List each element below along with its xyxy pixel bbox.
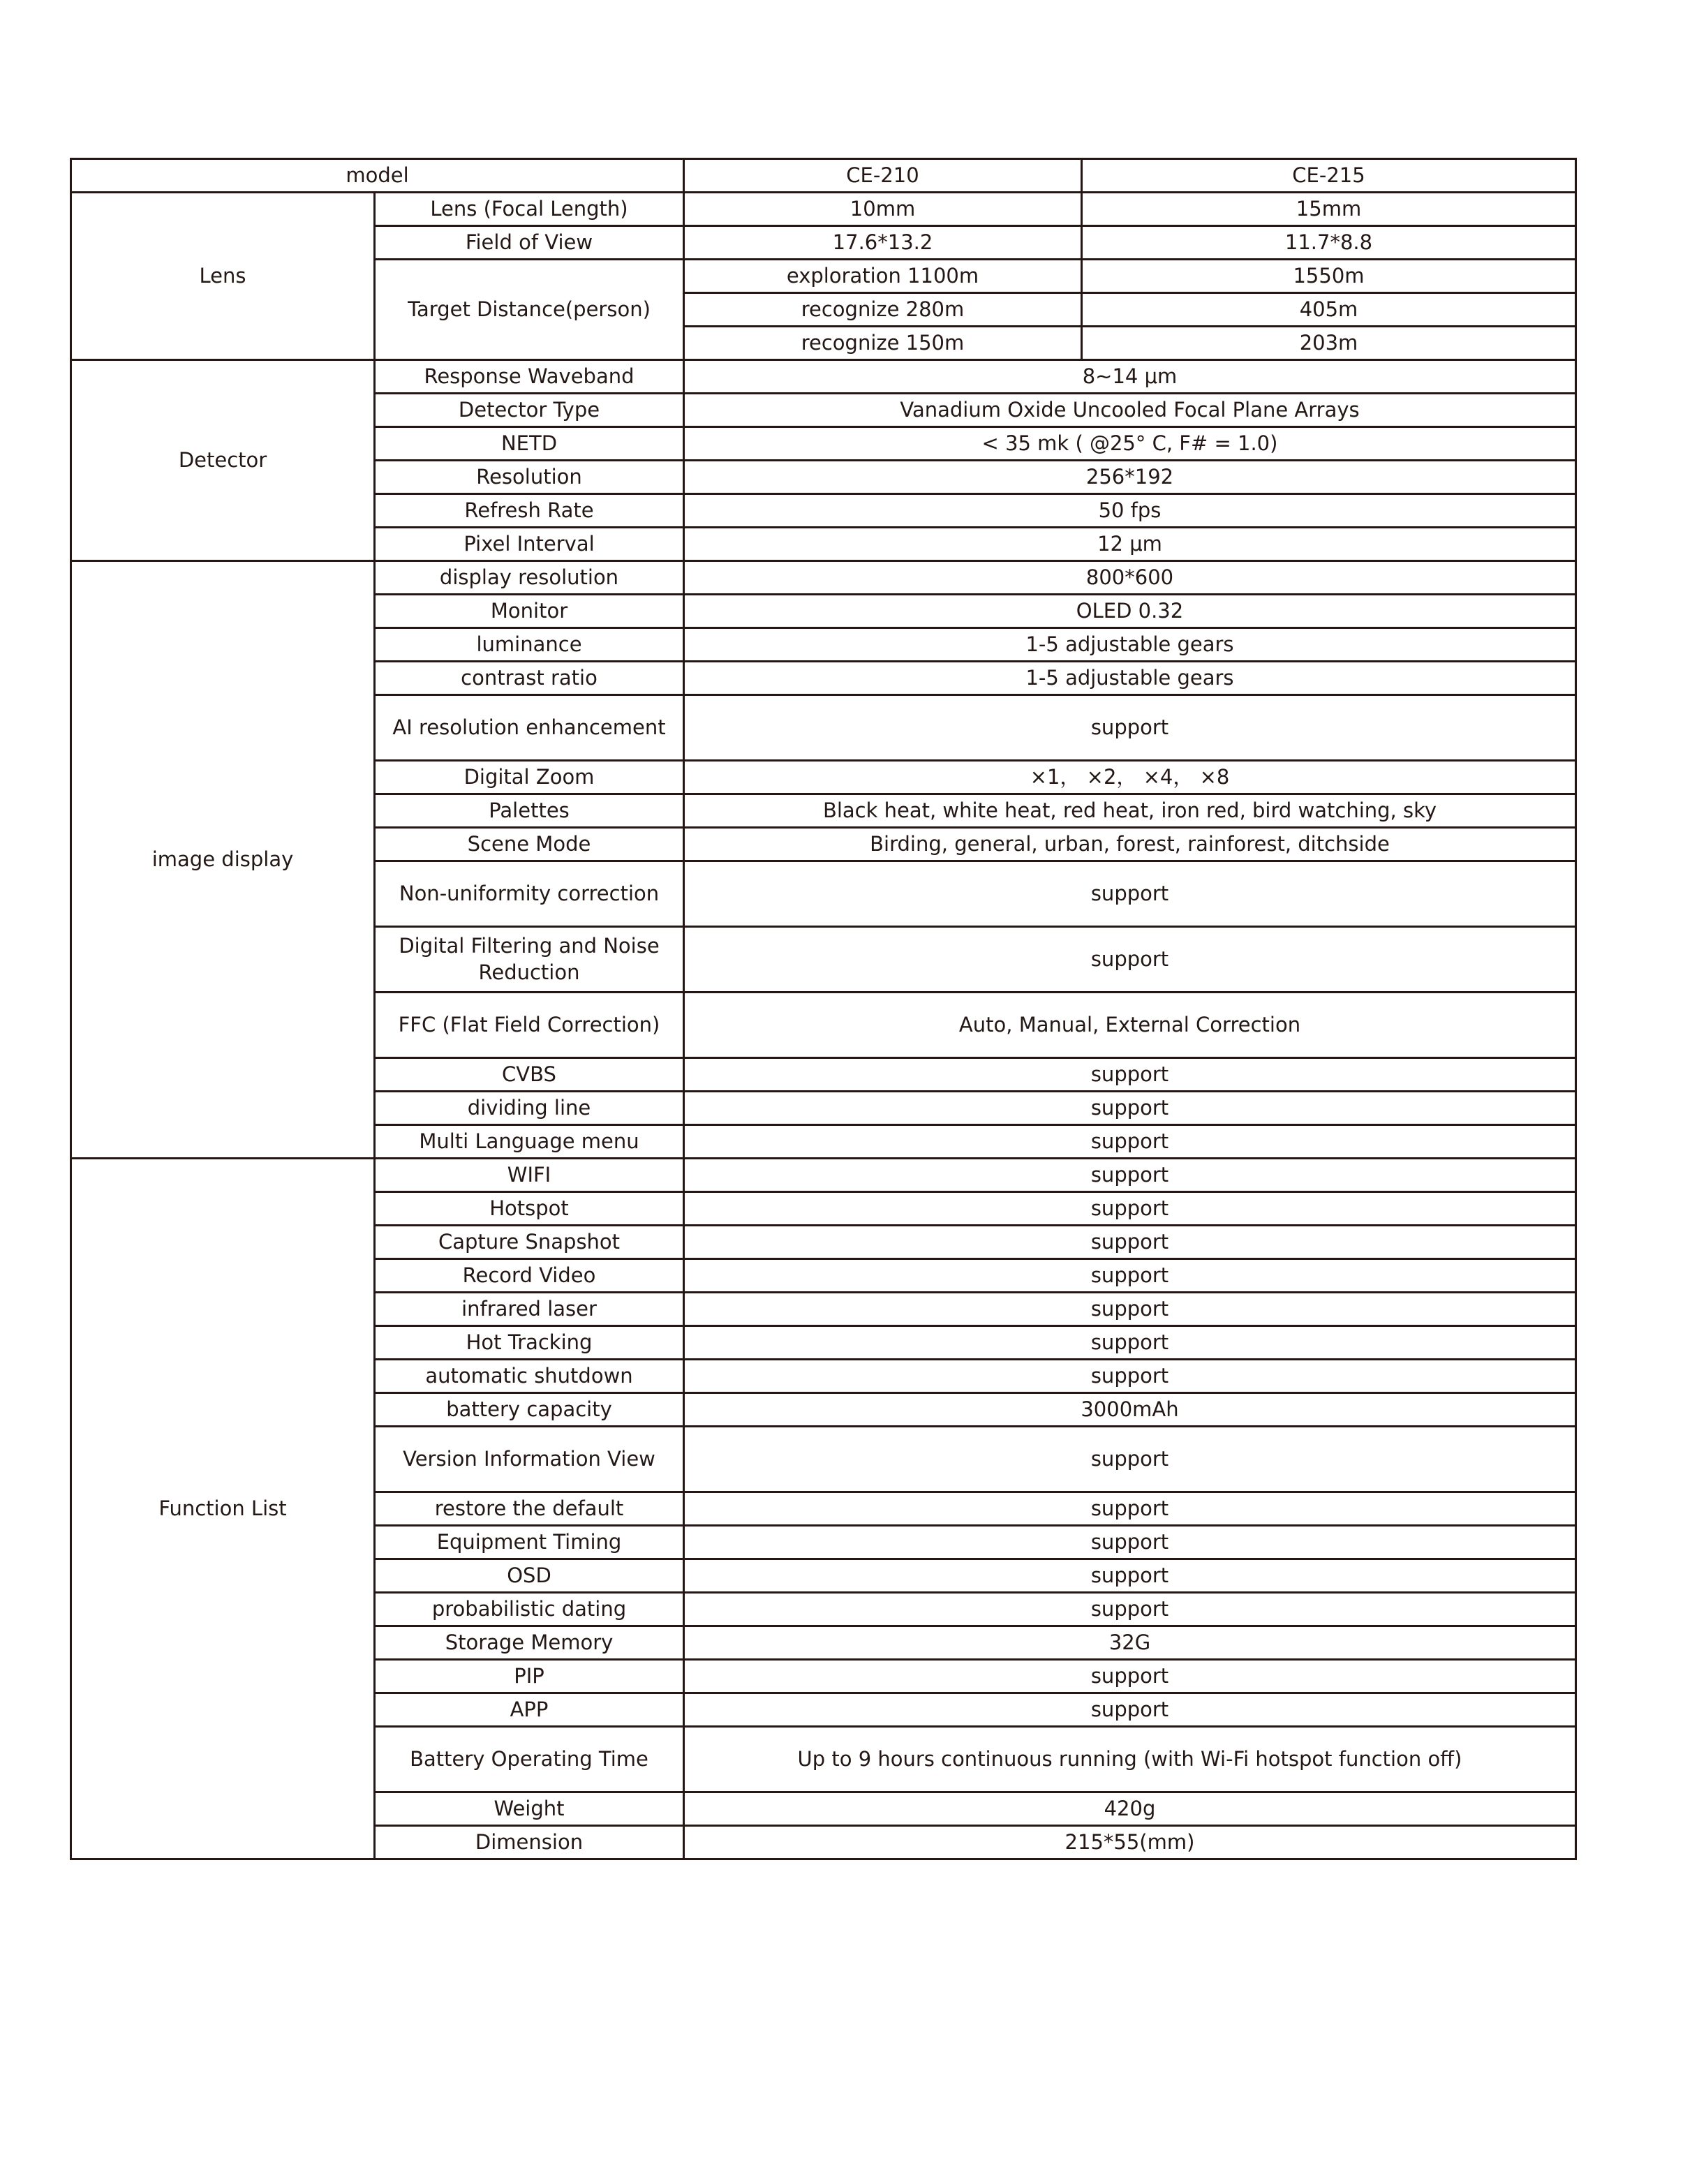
table-row xyxy=(71,193,1576,226)
param-label: Digital Filtering and Noise Reduction xyxy=(375,927,684,993)
param-label: NETD xyxy=(375,427,684,461)
value-shared: support xyxy=(684,695,1576,761)
header-model-ce215: CE-215 xyxy=(1082,159,1576,193)
param-label: Battery Operating Time xyxy=(375,1727,684,1792)
param-label: restore the default xyxy=(375,1492,684,1526)
value-shared: 1-5 adjustable gears xyxy=(684,628,1576,662)
value-shared: support xyxy=(684,1593,1576,1626)
value-shared: support xyxy=(684,1526,1576,1559)
param-label: Dimension xyxy=(375,1826,684,1859)
header-model-ce210: CE-210 xyxy=(684,159,1082,193)
value-shared: support xyxy=(684,1192,1576,1226)
value-shared: support xyxy=(684,1559,1576,1593)
param-label: luminance xyxy=(375,628,684,662)
value-shared: support xyxy=(684,1326,1576,1360)
value-shared: support xyxy=(684,1125,1576,1159)
param-label: probabilistic dating xyxy=(375,1593,684,1626)
param-label: dividing line xyxy=(375,1092,684,1125)
table-header-row xyxy=(71,159,1576,193)
param-label: contrast ratio xyxy=(375,662,684,695)
value-ce210: 17.6*13.2 xyxy=(684,226,1082,260)
value-shared: 8~14 μm xyxy=(684,360,1576,394)
param-label: Equipment Timing xyxy=(375,1526,684,1559)
param-label: Capture Snapshot xyxy=(375,1226,684,1259)
value-shared: OLED 0.32 xyxy=(684,595,1576,628)
value-shared: support xyxy=(684,1660,1576,1693)
value-shared: support xyxy=(684,927,1576,993)
spec-table-body xyxy=(71,159,1576,1859)
value-ce210: exploration 1100m xyxy=(684,260,1082,293)
value-shared: 12 μm xyxy=(684,528,1576,561)
value-ce210: recognize 280m xyxy=(684,293,1082,327)
value-shared: 420g xyxy=(684,1792,1576,1826)
param-label: Lens (Focal Length) xyxy=(375,193,684,226)
param-label: Non-uniformity correction xyxy=(375,861,684,927)
value-ce210: recognize 150m xyxy=(684,327,1082,360)
param-label: Scene Mode xyxy=(375,828,684,861)
value-shared: 50 fps xyxy=(684,494,1576,528)
param-label: Response Waveband xyxy=(375,360,684,394)
value-shared: support xyxy=(684,861,1576,927)
param-label: Field of View xyxy=(375,226,684,260)
param-label: Storage Memory xyxy=(375,1626,684,1660)
value-shared: support xyxy=(684,1058,1576,1092)
header-model-label: model xyxy=(71,159,684,193)
value-shared: support xyxy=(684,1360,1576,1393)
specification-table xyxy=(70,158,1577,1860)
category-function-list: Function List xyxy=(71,1159,375,1859)
param-label: PIP xyxy=(375,1660,684,1693)
param-label: Digital Zoom xyxy=(375,761,684,794)
value-shared: 1-5 adjustable gears xyxy=(684,662,1576,695)
param-label: Detector Type xyxy=(375,394,684,427)
category-detector: Detector xyxy=(71,360,375,561)
param-label: Pixel Interval xyxy=(375,528,684,561)
value-ce215: 405m xyxy=(1082,293,1576,327)
param-label: AI resolution enhancement xyxy=(375,695,684,761)
param-label: Hot Tracking xyxy=(375,1326,684,1360)
value-shared: < 35 mk ( @25° C, F# = 1.0) xyxy=(684,427,1576,461)
param-label: APP xyxy=(375,1693,684,1727)
param-label: OSD xyxy=(375,1559,684,1593)
value-shared: support xyxy=(684,1293,1576,1326)
value-shared: support xyxy=(684,1092,1576,1125)
table-row xyxy=(71,561,1576,595)
value-ce215: 15mm xyxy=(1082,193,1576,226)
value-shared: support xyxy=(684,1427,1576,1492)
spec-sheet xyxy=(70,158,1575,1860)
value-shared: support xyxy=(684,1259,1576,1293)
param-label: Record Video xyxy=(375,1259,684,1293)
param-label: CVBS xyxy=(375,1058,684,1092)
value-shared: 32G xyxy=(684,1626,1576,1660)
param-label: Resolution xyxy=(375,461,684,494)
param-label: display resolution xyxy=(375,561,684,595)
param-label: Version Information View xyxy=(375,1427,684,1492)
category-image-display: image display xyxy=(71,561,375,1159)
param-label: Weight xyxy=(375,1792,684,1826)
value-ce215: 1550m xyxy=(1082,260,1576,293)
value-ce215: 11.7*8.8 xyxy=(1082,226,1576,260)
value-shared: support xyxy=(684,1492,1576,1526)
value-shared: Auto, Manual, External Correction xyxy=(684,993,1576,1058)
param-label: Hotspot xyxy=(375,1192,684,1226)
table-row xyxy=(71,1159,1576,1192)
value-ce210: 10mm xyxy=(684,193,1082,226)
value-shared: 800*600 xyxy=(684,561,1576,595)
value-shared: Vanadium Oxide Uncooled Focal Plane Arrays xyxy=(684,394,1576,427)
value-shared: Black heat, white heat, red heat, iron red, bird watching, sky xyxy=(684,794,1576,828)
param-label: Target Distance(person) xyxy=(375,260,684,360)
param-label: Palettes xyxy=(375,794,684,828)
value-shared: ×1， ×2， ×4， ×8 xyxy=(684,761,1576,794)
value-shared: 256*192 xyxy=(684,461,1576,494)
param-label: FFC (Flat Field Correction) xyxy=(375,993,684,1058)
value-shared: Up to 9 hours continuous running (with Wi-Fi hotspot function off) xyxy=(684,1727,1576,1792)
param-label: automatic shutdown xyxy=(375,1360,684,1393)
param-label: infrared laser xyxy=(375,1293,684,1326)
param-label: Monitor xyxy=(375,595,684,628)
value-shared: 3000mAh xyxy=(684,1393,1576,1427)
category-lens: Lens xyxy=(71,193,375,360)
param-label: WIFI xyxy=(375,1159,684,1192)
param-label: Multi Language menu xyxy=(375,1125,684,1159)
value-shared: 215*55(mm) xyxy=(684,1826,1576,1859)
value-shared: support xyxy=(684,1226,1576,1259)
value-shared: Birding, general, urban, forest, rainforest, ditchside xyxy=(684,828,1576,861)
value-shared: support xyxy=(684,1693,1576,1727)
param-label: battery capacity xyxy=(375,1393,684,1427)
value-ce215: 203m xyxy=(1082,327,1576,360)
value-shared: support xyxy=(684,1159,1576,1192)
param-label: Refresh Rate xyxy=(375,494,684,528)
table-row xyxy=(71,360,1576,394)
